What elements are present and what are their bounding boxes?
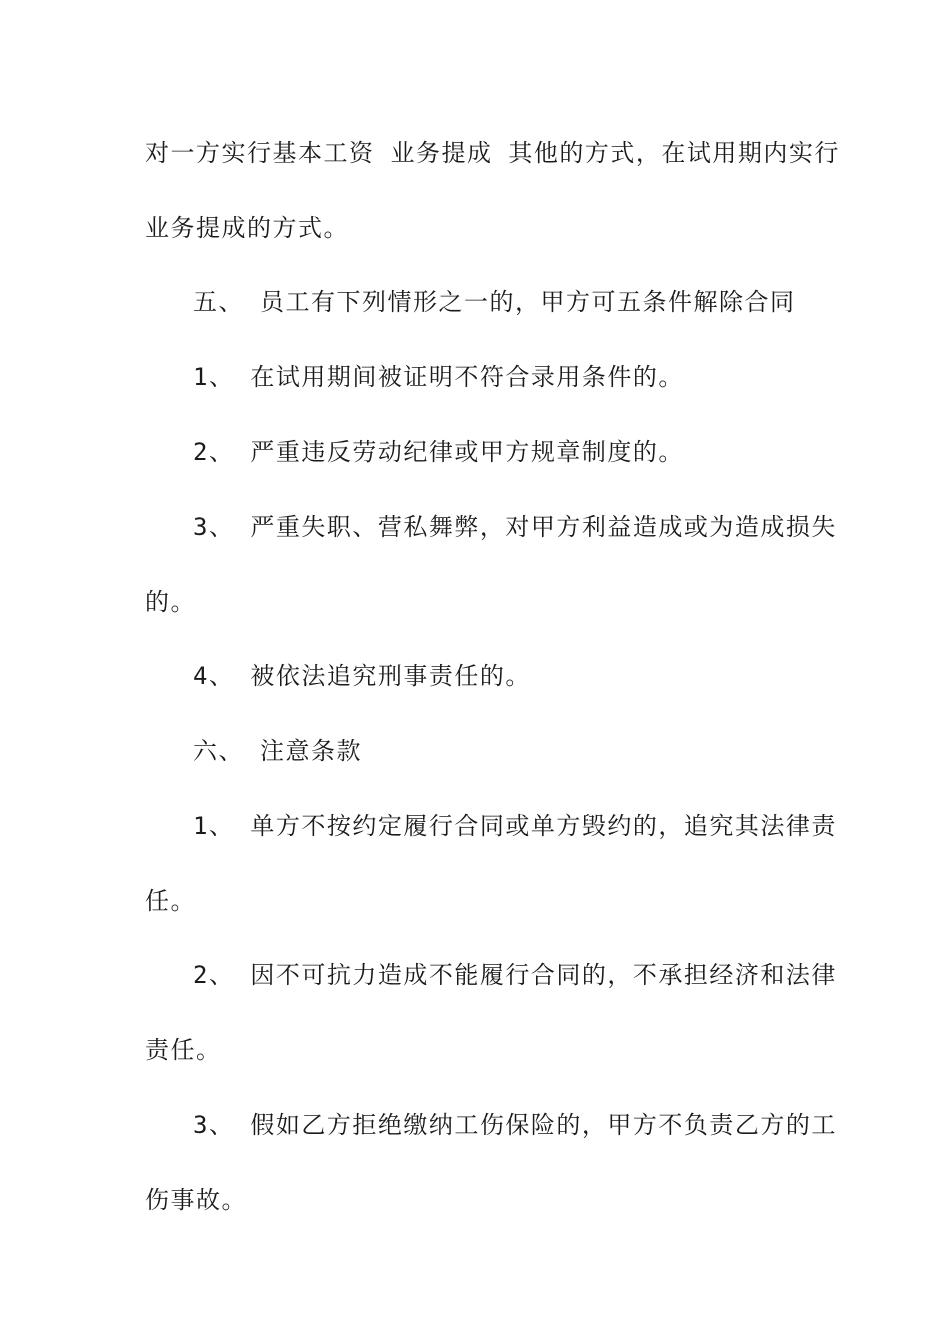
section-heading-six: 六、 注意条款 — [193, 737, 362, 765]
list-item: 4、 被依法追究刑事责任的。 — [193, 662, 531, 690]
list-item: 3、 假如乙方拒绝缴纳工伤保险的，甲方不负责乙方的工 — [193, 1111, 837, 1139]
list-item: 3、 严重失职、营私舞弊，对甲方利益造成或为造成损失 — [193, 513, 837, 541]
paragraph-line: 任。 — [145, 887, 196, 915]
paragraph-line: 业务提成的方式。 — [145, 214, 349, 242]
list-item: 1、 单方不按约定履行合同或单方毁约的，追究其法律责 — [193, 812, 837, 840]
section-heading-five: 五、 员工有下列情形之一的，甲方可五条件解除合同 — [193, 288, 796, 316]
paragraph-line: 的。 — [145, 588, 196, 616]
paragraph-line: 伤事故。 — [145, 1186, 247, 1214]
paragraph-line: 责任。 — [145, 1036, 222, 1064]
list-item: 1、 在试用期间被证明不符合录用条件的。 — [193, 363, 684, 391]
paragraph-line: 对一方实行基本工资 业务提成 其他的方式，在试用期内实行 — [145, 139, 840, 167]
list-item: 2、 严重违反劳动纪律或甲方规章制度的。 — [193, 438, 684, 466]
list-item: 2、 因不可抗力造成不能履行合同的，不承担经济和法律 — [193, 961, 837, 989]
